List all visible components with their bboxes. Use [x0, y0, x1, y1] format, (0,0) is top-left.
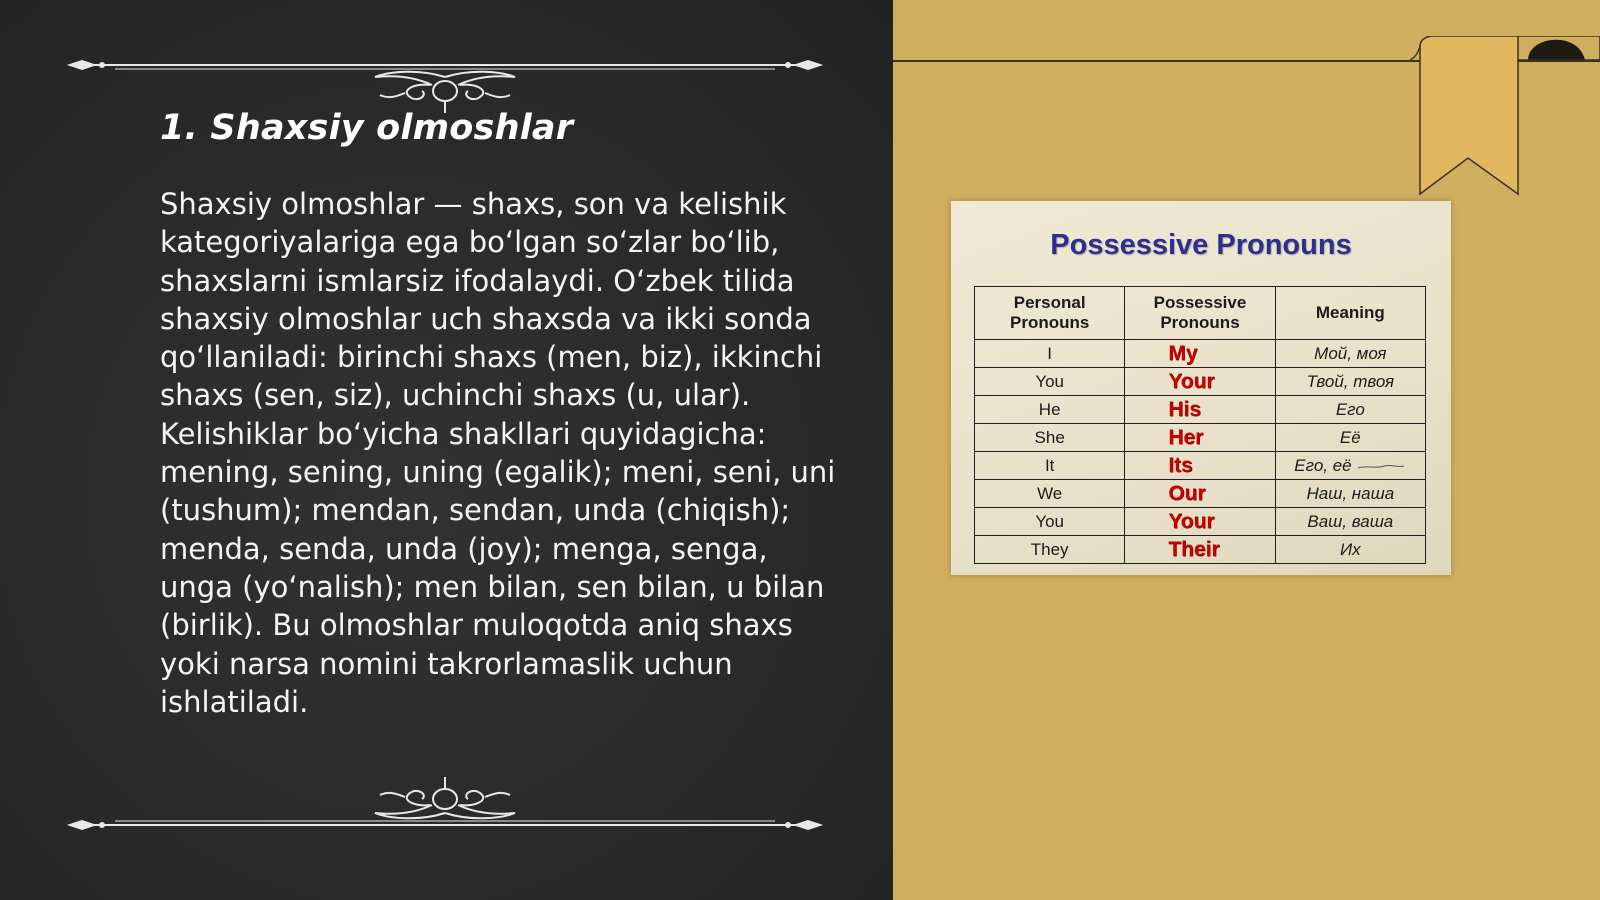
meaning-cell: Их: [1275, 536, 1425, 564]
meaning-cell: Наш, наша: [1275, 480, 1425, 508]
card-title: Possessive Pronouns: [1050, 229, 1352, 261]
personal-cell: I: [975, 340, 1125, 368]
possessive-cell: His: [1125, 396, 1275, 424]
pronouns-table: [974, 286, 1426, 564]
slide-body-text: Shaxsiy olmoshlar — shaxs, son va kelishik kategoriyalariga ega bo‘lgan so‘zlar bo‘lib, shaxslarni ismlarsiz ifodalaydi. O‘zbek tilida shaxsiy olmoshlar uch shaxsda va ikki sonda qo‘llaniladi: birinchi shaxs (men, biz), ikkinchi shaxs (sen, siz), uchinchi shaxs (u, ular). Kelishiklar bo‘yicha shakllari quyidagicha: mening, sening, uning (egalik); meni, seni, uni (tushum); mendan, sendan, unda (chiqish); menda, senda, unda (joy); menga, senga, unga (yo‘nalish); men bilan, sen bilan, u bilan (birlik). Bu olmoshlar muloqotda aniq shaxs yoki narsa nomini takrorlamaslik uchun ishlatiladi.: [160, 187, 836, 719]
meaning-cell: Его: [1275, 396, 1425, 424]
meaning-cell: Твой, твоя: [1275, 368, 1425, 396]
meaning-cell: Её: [1275, 424, 1425, 452]
personal-cell: You: [975, 368, 1125, 396]
table-row: [975, 424, 1426, 452]
personal-cell: She: [975, 424, 1125, 452]
flourish-divider-bottom-icon: [60, 770, 830, 840]
header-personal: Personal Pronouns: [975, 287, 1125, 340]
table-row: [975, 480, 1426, 508]
table-row: [975, 536, 1426, 564]
header-possessive: Possessive Pronouns: [1125, 287, 1275, 340]
ribbon-bookmark-icon: [1410, 36, 1600, 198]
personal-cell: It: [975, 452, 1125, 480]
meaning-cell: Мой, моя: [1275, 340, 1425, 368]
table-header-row: [975, 287, 1426, 340]
possessive-cell: Its: [1125, 452, 1275, 480]
table-row: [975, 452, 1426, 480]
possessive-cell: Your: [1125, 508, 1275, 536]
possessive-pronouns-card: [951, 201, 1451, 575]
table-row: [975, 396, 1426, 424]
meaning-cell: [1275, 452, 1425, 480]
scribble-mark-icon: [1356, 462, 1406, 470]
personal-cell: He: [975, 396, 1125, 424]
meaning-cell: Ваш, ваша: [1275, 508, 1425, 536]
personal-cell: They: [975, 536, 1125, 564]
table-row: [975, 508, 1426, 536]
possessive-cell: Her: [1125, 424, 1275, 452]
table-row: [975, 368, 1426, 396]
personal-cell: We: [975, 480, 1125, 508]
possessive-cell: Their: [1125, 536, 1275, 564]
possessive-cell: Our: [1125, 480, 1275, 508]
header-meaning: Meaning: [1275, 287, 1425, 340]
possessive-cell: Your: [1125, 368, 1275, 396]
meaning-text: Его, её: [1294, 455, 1352, 475]
personal-cell: You: [975, 508, 1125, 536]
possessive-cell: My: [1125, 340, 1275, 368]
table-row: [975, 340, 1426, 368]
slide-heading: 1. Shaxsiy olmoshlar: [160, 108, 574, 148]
